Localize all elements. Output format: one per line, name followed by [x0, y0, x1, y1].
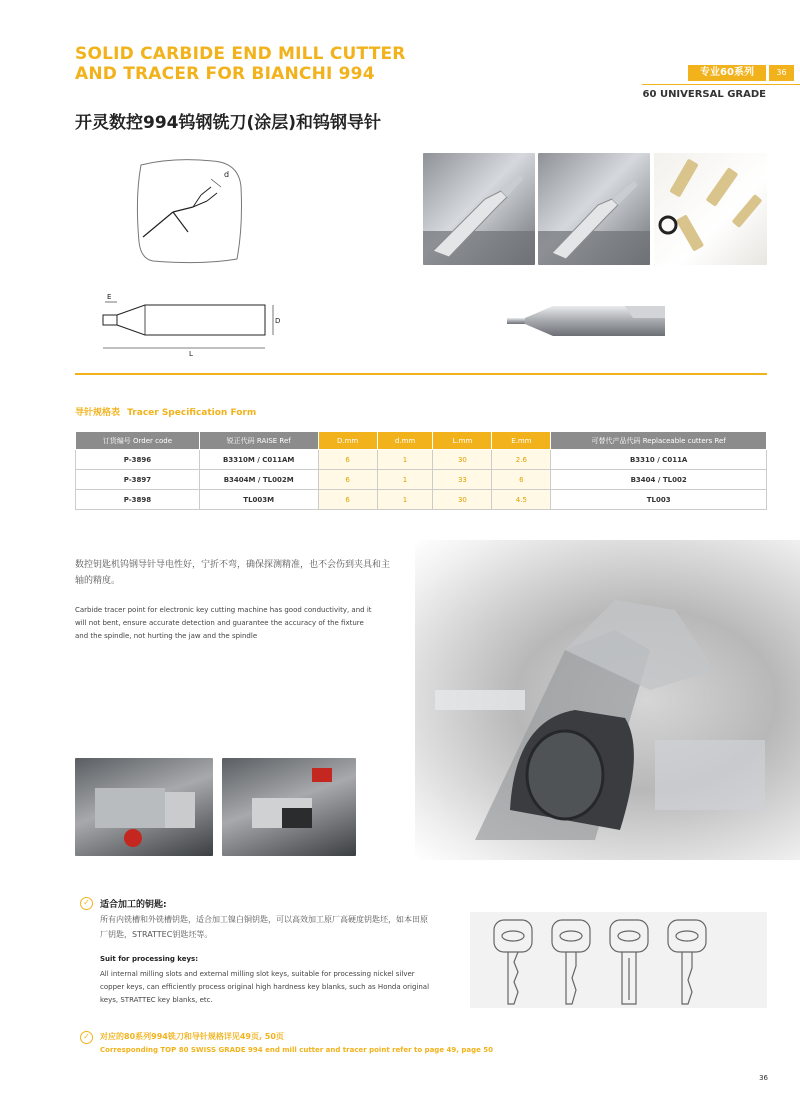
page-badge: 36: [769, 65, 794, 81]
spec-title-cn: 导针规格表: [75, 408, 121, 418]
tracer-product-image: [505, 298, 670, 343]
col-D: D.mm: [318, 432, 377, 450]
grade-label: 60 UNIVERSAL GRADE: [642, 89, 766, 100]
series-badge: 专业60系列: [688, 65, 766, 81]
table-row: [76, 470, 767, 490]
col-L: L.mm: [433, 432, 492, 450]
spec-section-title: [75, 405, 256, 418]
suit-title-cn: 适合加工的钥匙:: [100, 900, 167, 910]
dim-e-label: E: [107, 293, 112, 301]
col-d: d.mm: [377, 432, 433, 450]
page-number: 36: [759, 1074, 768, 1082]
suit-title-en: Suit for processing keys:: [100, 955, 199, 963]
dim-d-label: d: [224, 170, 230, 179]
col-replaceable: 可替代产品代码 Replaceable cutters Ref: [551, 432, 767, 450]
suit-text-en: All internal milling slots and external milling slot keys, suitable for processing nickel silver copper keys, can efficiently process original high hardness key blanks, such as Honda original keys, STRATTEC key blanks, etc.: [100, 970, 430, 1004]
col-raise-ref: 锐正代码 RAISE Ref: [199, 432, 318, 450]
cell-order-code: P-3896: [76, 450, 200, 470]
dim-D-label: D: [275, 317, 281, 325]
cell-replaceable: B3404 / TL002: [551, 470, 767, 490]
cell-replaceable: B3310 / C011A: [551, 450, 767, 470]
check-circle-icon: ✓: [80, 897, 93, 910]
tip-detail-drawing: [133, 157, 245, 267]
suit-text-cn: 所有内铣槽和外铣槽钥匙，适合加工镍白铜钥匙，可以高效加工原厂高硬度钥匙坯，如本田原厂钥匙，STRATTEC钥匙坯等。: [100, 915, 428, 939]
cell-D: 6: [318, 490, 377, 510]
cell-order-code: P-3898: [76, 490, 200, 510]
cell-D: 6: [318, 470, 377, 490]
cell-raise-ref: B3310M / C011AM: [199, 450, 318, 470]
title-en-line1: SOLID CARBIDE END MILL CUTTER: [75, 44, 406, 64]
cell-L: 33: [433, 470, 492, 490]
spec-table-wrap: [75, 431, 767, 510]
tracer-photo-2: [538, 153, 650, 265]
cell-D: 6: [318, 450, 377, 470]
keys-photo: [654, 153, 767, 265]
description-cn: 数控钥匙机钨钢导针导电性好，宁折不弯，确保探测精准，也不会伤到夹具和主轴的精度。: [75, 560, 391, 586]
dim-L-label: L: [189, 350, 193, 358]
title-en: [75, 44, 595, 84]
col-E: E.mm: [492, 432, 551, 450]
cell-E: 6: [492, 470, 551, 490]
reference-en: Corresponding TOP 80 SWISS GRADE 994 end mill cutter and tracer point refer to page 49, page 50: [100, 1046, 494, 1054]
header-rule: [642, 84, 800, 85]
table-header-row: [76, 432, 767, 450]
cell-raise-ref: TL003M: [199, 490, 318, 510]
cell-d: 1: [377, 490, 433, 510]
machine-key-photo: [415, 540, 800, 860]
table-row: [76, 450, 767, 470]
key-blanks-illustration: [470, 912, 767, 1008]
table-row: [76, 490, 767, 510]
spec-title-en: Tracer Specification Form: [127, 408, 257, 418]
tracer-photo-1: [423, 153, 535, 265]
cell-raise-ref: B3404M / TL002M: [199, 470, 318, 490]
page-title: 开灵数控994钨钢铣刀(涂层)和钨钢导针: [75, 113, 382, 133]
spec-table: [75, 431, 767, 510]
check-circle-icon: ✓: [80, 1031, 93, 1044]
reference-cn: 对应的80系列994铣刀和导针规格详见49页, 50页: [100, 1032, 284, 1041]
cell-order-code: P-3897: [76, 470, 200, 490]
machine-photo-2: [222, 758, 356, 856]
machine-photo-1: [75, 758, 213, 856]
title-en-line2: AND TRACER FOR BIANCHI 994: [75, 64, 375, 84]
description-en: Carbide tracer point for electronic key cutting machine has good conductivity, and it will not bent, ensure accurate detection and guarantee the accuracy of the fixture and the spindle, not hurting the jaw and the spindle: [75, 606, 372, 640]
side-view-drawing: [95, 288, 285, 358]
section-separator: [75, 373, 767, 375]
cell-replaceable: TL003: [551, 490, 767, 510]
cell-L: 30: [433, 490, 492, 510]
cell-d: 1: [377, 450, 433, 470]
cell-E: 2.6: [492, 450, 551, 470]
col-order-code: 订货编号 Order code: [76, 432, 200, 450]
cell-E: 4.5: [492, 490, 551, 510]
cell-d: 1: [377, 470, 433, 490]
cell-L: 30: [433, 450, 492, 470]
